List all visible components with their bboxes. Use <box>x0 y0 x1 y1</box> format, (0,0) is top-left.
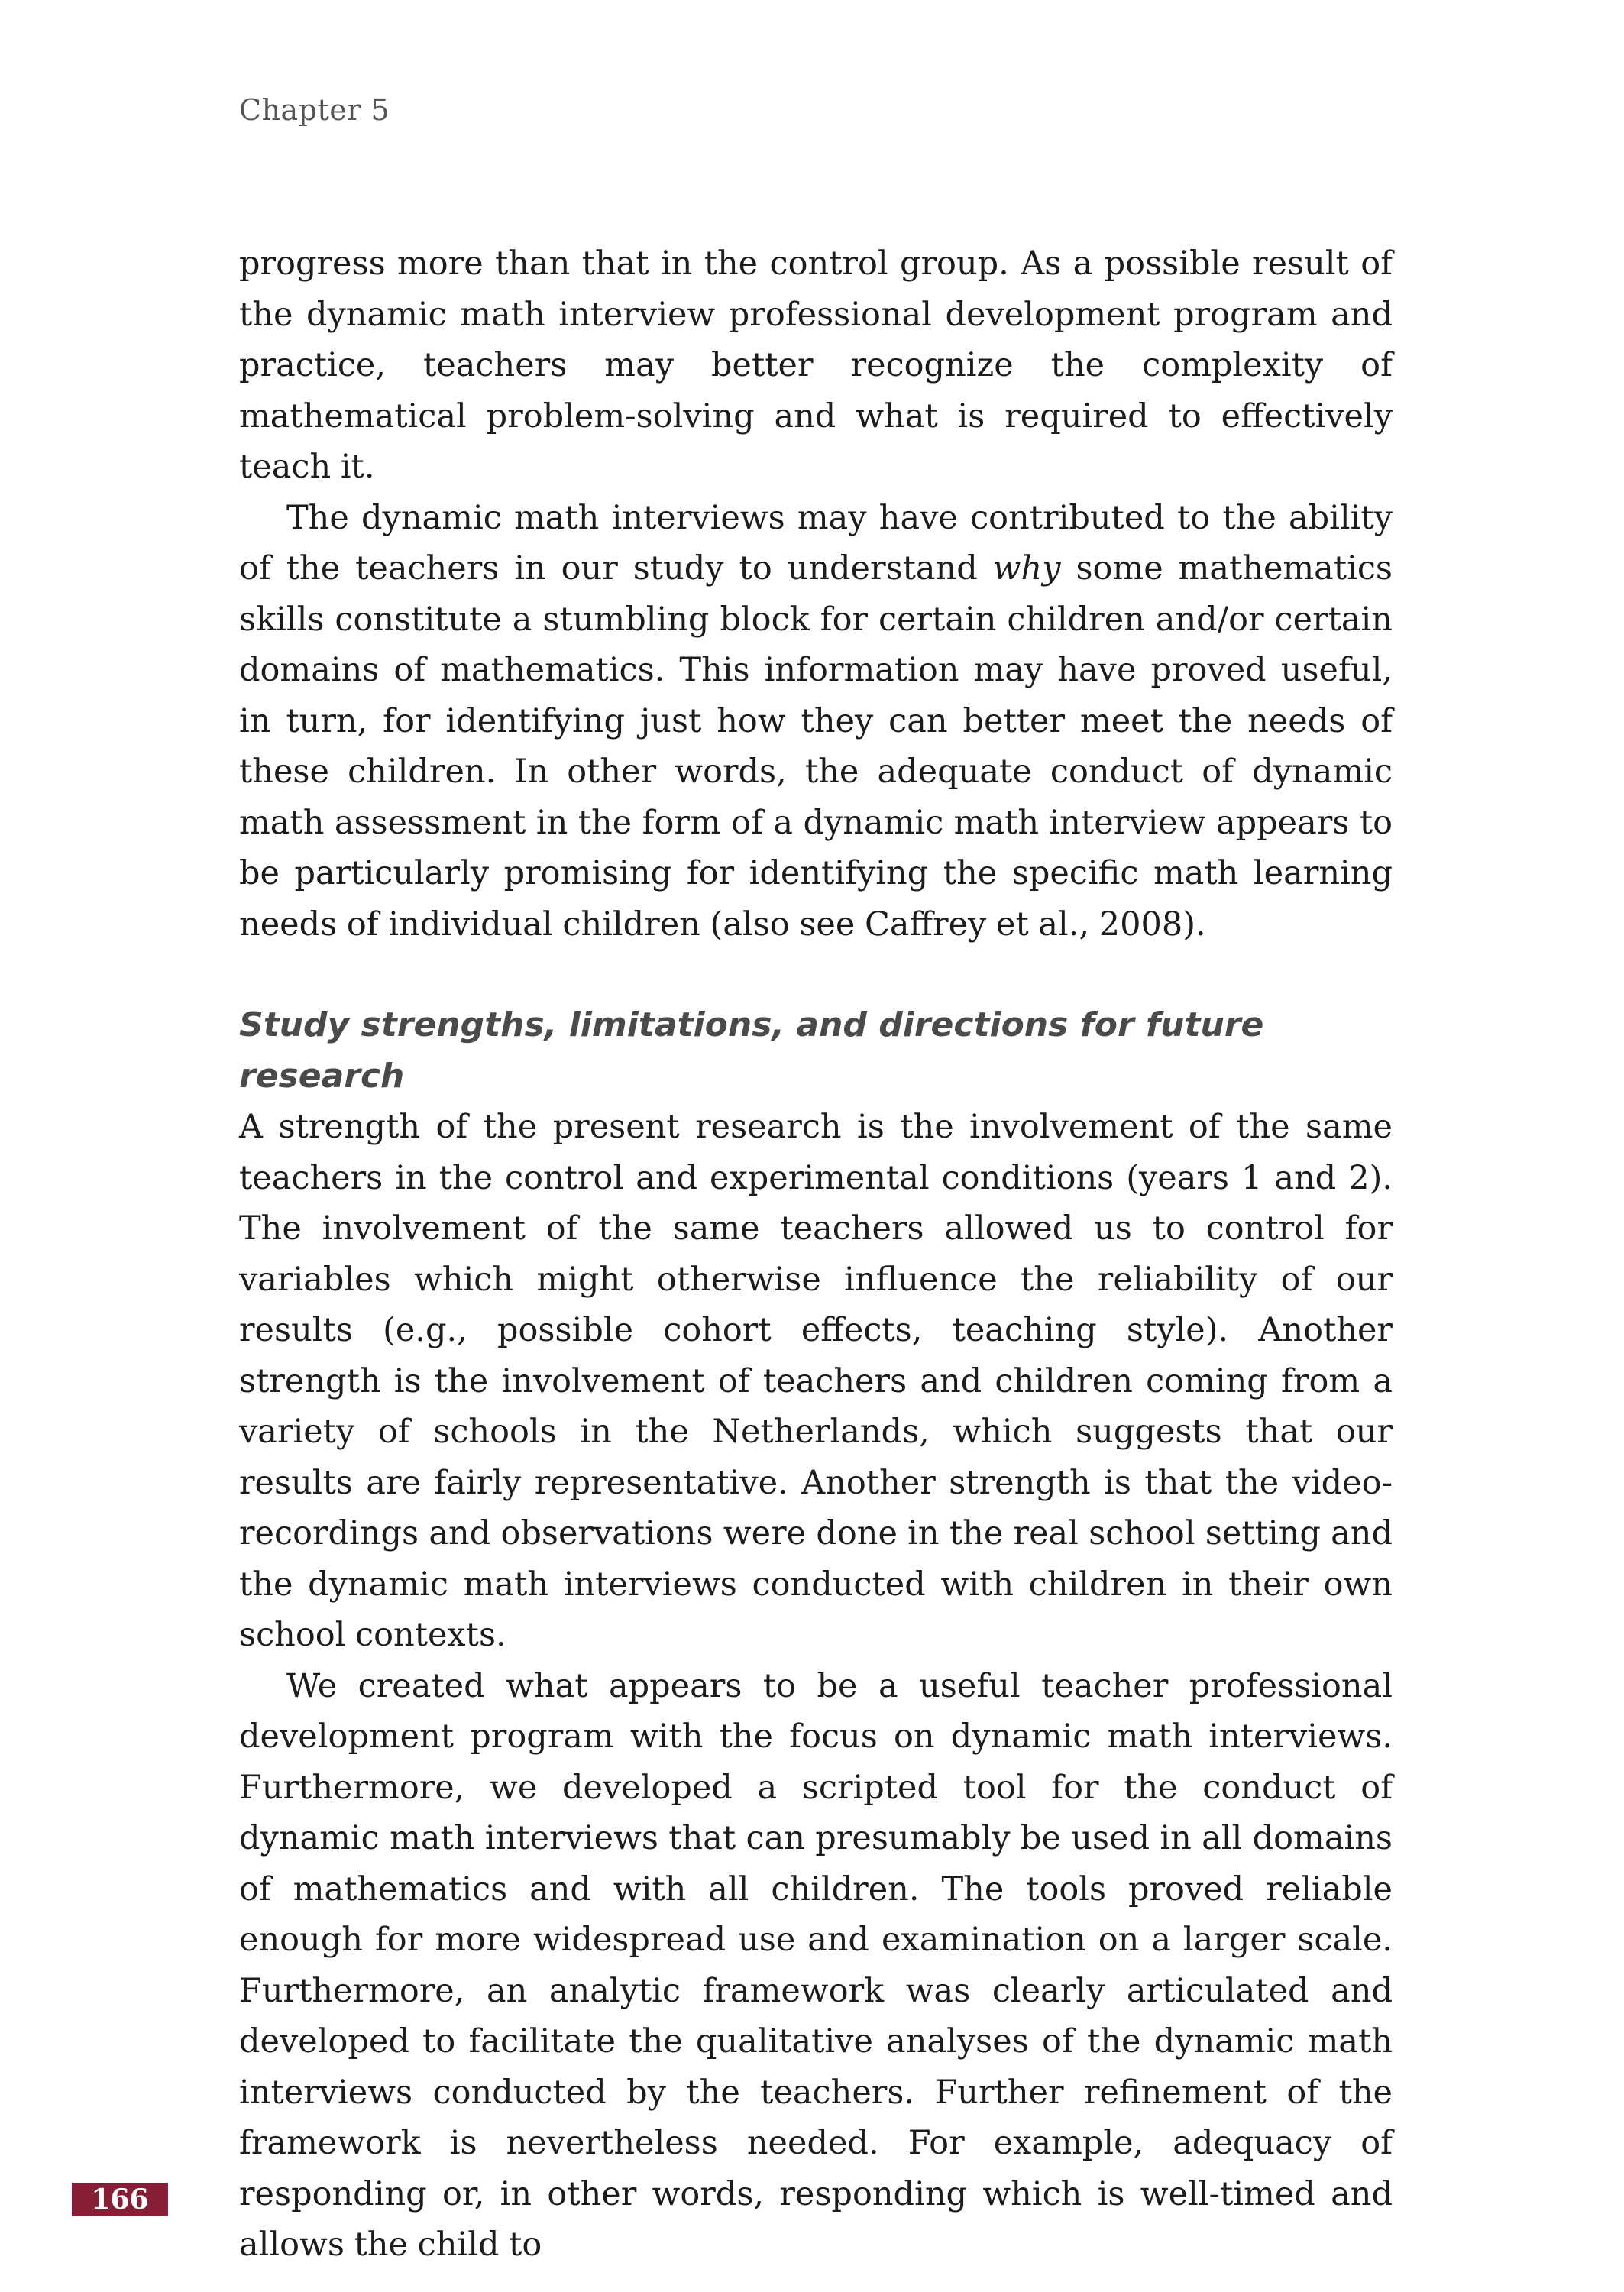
section-heading: Study strengths, limitations, and directions for future research <box>239 1005 1264 1096</box>
page-number: 166 <box>72 2183 168 2216</box>
paragraph-text-end: some mathematics skills constitute a stumbling block for certain children and/or certain domains of mathematics. This information may have proved useful, in turn, for identifying just how they can better meet the needs of these children. In other words, the adequate conduct of dynamic math assessment in the form of a dynamic math interview appears to be particularly promising for identifying the specific math learning needs of individual children (also see Caffrey et al., 2008). <box>239 549 1393 944</box>
running-head: Chapter 5 <box>239 93 390 127</box>
paragraph-strengths: A strength of the present research is the involvement of the same teachers in the control and experimental conditions (years 1 and 2). The involvement of the same teachers allowed us to control for variables which might otherwise influence the reliability of our results (e.g., possible cohort effects, teaching style). Another strength is the involvement of teachers and children coming from a variety of schools in the Netherlands, which suggests that our results are fairly representative. Another strength is that the video-recordings and observations were done in the real school setting and the dynamic math interviews conducted with children in their own school contexts. <box>239 1108 1393 1654</box>
paragraph-dynamic-interviews <box>239 493 1393 950</box>
emphasis-why: why <box>992 549 1061 588</box>
paragraph-program: We created what appears to be a useful teacher professional development program with the focus on dynamic math interviews. Furthermore, we developed a scripted tool for the conduct of dynamic math interviews that can presumably be used in all domains of mathematics and with all children. The tools proved reliable enough for more widespread use and examination on a larger scale. Furthermore, an analytic framework was clearly articulated and developed to facilitate the qualitative analyses of the dynamic math interviews conducted by the teachers. Further refinement of the framework is nevertheless needed. For example, adequacy of responding or, in other words, responding which is well-timed and allows the child to <box>239 1666 1393 2264</box>
body-text <box>239 238 1393 2271</box>
paragraph-continuation: progress more than that in the control group. As a possible result of the dynamic math interview professional development program and practice, teachers may better recognize the complexity of mathematical problem-solving and what is required to effectively teach it. <box>239 244 1393 486</box>
paragraph-text-start: The dynamic math interviews may have contributed to the ability of the teachers in our study to understand <box>239 498 1393 588</box>
